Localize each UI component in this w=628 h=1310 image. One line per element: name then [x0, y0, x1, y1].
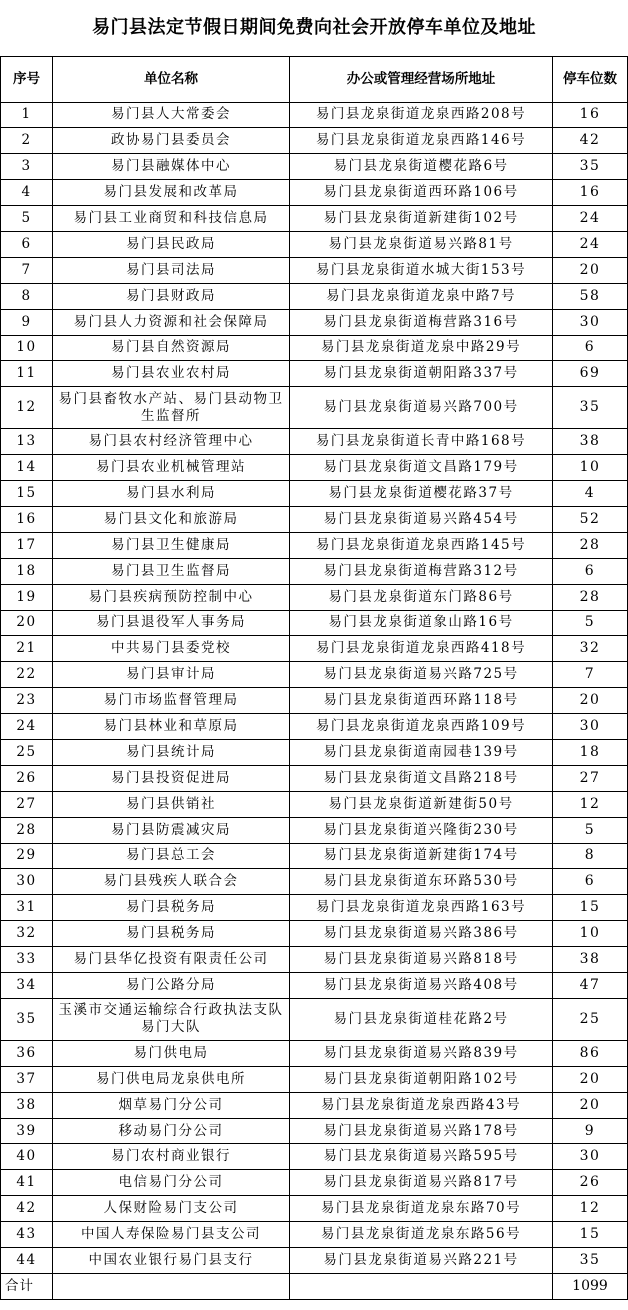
row-no: 12 — [1, 387, 53, 429]
row-no: 8 — [1, 283, 53, 309]
row-unit-name: 易门公路分局 — [53, 973, 290, 999]
row-no: 16 — [1, 506, 53, 532]
row-parking-spaces: 47 — [553, 973, 628, 999]
row-no: 15 — [1, 481, 53, 507]
row-address: 易门县龙泉街道易兴路454号 — [290, 506, 553, 532]
row-parking-spaces: 20 — [553, 1066, 628, 1092]
table-row — [1, 869, 628, 895]
row-unit-name: 易门县民政局 — [53, 231, 290, 257]
row-unit-name: 易门县自然资源局 — [53, 335, 290, 361]
row-no: 20 — [1, 610, 53, 636]
row-address: 易门县龙泉街道梅营路316号 — [290, 309, 553, 335]
table-row — [1, 947, 628, 973]
row-no: 1 — [1, 102, 53, 128]
row-address: 易门县龙泉街道易兴路818号 — [290, 947, 553, 973]
row-address: 易门县龙泉街道龙泉西路43号 — [290, 1092, 553, 1118]
table-row — [1, 387, 628, 429]
table-title: 易门县法定节假日期间免费向社会开放停车单位及地址 — [1, 0, 628, 56]
table-row — [1, 361, 628, 387]
table-row — [1, 1040, 628, 1066]
table-row — [1, 895, 628, 921]
row-address: 易门县龙泉街道西环路106号 — [290, 180, 553, 206]
row-address: 易门县龙泉街道樱花路6号 — [290, 154, 553, 180]
row-parking-spaces: 7 — [553, 662, 628, 688]
row-parking-spaces: 4 — [553, 481, 628, 507]
row-no: 41 — [1, 1170, 53, 1196]
total-label: 合计 — [1, 1273, 53, 1299]
row-parking-spaces: 35 — [553, 154, 628, 180]
row-address: 易门县龙泉街道易兴路386号 — [290, 921, 553, 947]
row-parking-spaces: 24 — [553, 206, 628, 232]
row-unit-name: 易门县农村经济管理中心 — [53, 429, 290, 455]
table-row — [1, 921, 628, 947]
row-no: 44 — [1, 1248, 53, 1274]
table-row — [1, 506, 628, 532]
row-parking-spaces: 20 — [553, 257, 628, 283]
row-parking-spaces: 42 — [553, 128, 628, 154]
header-address: 办公或管理经营场所地址 — [290, 56, 553, 102]
row-unit-name: 中共易门县委党校 — [53, 636, 290, 662]
row-no: 36 — [1, 1040, 53, 1066]
table-row — [1, 154, 628, 180]
table-row — [1, 662, 628, 688]
row-address: 易门县龙泉街道易兴路725号 — [290, 662, 553, 688]
table-row — [1, 1144, 628, 1170]
row-parking-spaces: 25 — [553, 998, 628, 1040]
row-address: 易门县龙泉街道水城大街153号 — [290, 257, 553, 283]
row-unit-name: 玉溪市交通运输综合行政执法支队易门大队 — [53, 998, 290, 1040]
row-no: 14 — [1, 455, 53, 481]
row-unit-name: 易门县华亿投资有限责任公司 — [53, 947, 290, 973]
row-no: 9 — [1, 309, 53, 335]
row-unit-name: 烟草易门分公司 — [53, 1092, 290, 1118]
row-no: 43 — [1, 1222, 53, 1248]
row-unit-name: 易门县农业机械管理站 — [53, 455, 290, 481]
row-parking-spaces: 28 — [553, 584, 628, 610]
row-no: 33 — [1, 947, 53, 973]
row-unit-name: 易门县税务局 — [53, 895, 290, 921]
row-no: 10 — [1, 335, 53, 361]
table-row — [1, 714, 628, 740]
table-row — [1, 765, 628, 791]
row-no: 40 — [1, 1144, 53, 1170]
row-unit-name: 易门供电局龙泉供电所 — [53, 1066, 290, 1092]
row-address: 易门县龙泉街道龙泉西路146号 — [290, 128, 553, 154]
row-parking-spaces: 38 — [553, 947, 628, 973]
row-address: 易门县龙泉街道龙泉中路29号 — [290, 335, 553, 361]
row-unit-name: 易门县财政局 — [53, 283, 290, 309]
row-no: 32 — [1, 921, 53, 947]
row-unit-name: 易门县审计局 — [53, 662, 290, 688]
row-unit-name: 政协易门县委员会 — [53, 128, 290, 154]
row-address: 易门县龙泉街道龙泉东路70号 — [290, 1196, 553, 1222]
row-parking-spaces: 30 — [553, 309, 628, 335]
table-row — [1, 584, 628, 610]
row-no: 3 — [1, 154, 53, 180]
row-parking-spaces: 20 — [553, 1092, 628, 1118]
table-header-row — [1, 56, 628, 102]
table-row — [1, 998, 628, 1040]
table-row — [1, 558, 628, 584]
row-no: 7 — [1, 257, 53, 283]
table-row — [1, 610, 628, 636]
row-parking-spaces: 30 — [553, 1144, 628, 1170]
row-unit-name: 易门县文化和旅游局 — [53, 506, 290, 532]
row-parking-spaces: 86 — [553, 1040, 628, 1066]
header-unit-name: 单位名称 — [53, 56, 290, 102]
row-no: 17 — [1, 532, 53, 558]
row-parking-spaces: 30 — [553, 714, 628, 740]
row-address: 易门县龙泉街道龙泉西路418号 — [290, 636, 553, 662]
row-no: 37 — [1, 1066, 53, 1092]
row-unit-name: 易门农村商业银行 — [53, 1144, 290, 1170]
row-unit-name: 易门供电局 — [53, 1040, 290, 1066]
row-no: 26 — [1, 765, 53, 791]
row-unit-name: 电信易门分公司 — [53, 1170, 290, 1196]
row-unit-name: 易门县畜牧水产站、易门县动物卫生监督所 — [53, 387, 290, 429]
table-row — [1, 206, 628, 232]
row-parking-spaces: 58 — [553, 283, 628, 309]
row-unit-name: 易门县残疾人联合会 — [53, 869, 290, 895]
row-unit-name: 易门县退役军人事务局 — [53, 610, 290, 636]
row-address: 易门县龙泉街道龙泉中路7号 — [290, 283, 553, 309]
row-unit-name: 易门市场监督管理局 — [53, 688, 290, 714]
row-address: 易门县龙泉街道易兴路81号 — [290, 231, 553, 257]
row-unit-name: 易门县供销社 — [53, 791, 290, 817]
table-row — [1, 481, 628, 507]
row-no: 19 — [1, 584, 53, 610]
total-spaces: 1099 — [553, 1273, 628, 1299]
row-parking-spaces: 10 — [553, 921, 628, 947]
row-address: 易门县龙泉街道文昌路179号 — [290, 455, 553, 481]
row-address: 易门县龙泉街道龙泉西路163号 — [290, 895, 553, 921]
row-parking-spaces: 6 — [553, 335, 628, 361]
table-row — [1, 335, 628, 361]
row-address: 易门县龙泉街道龙泉西路145号 — [290, 532, 553, 558]
row-address: 易门县龙泉街道樱花路37号 — [290, 481, 553, 507]
row-parking-spaces: 9 — [553, 1118, 628, 1144]
table-row — [1, 1248, 628, 1274]
row-parking-spaces: 6 — [553, 869, 628, 895]
row-unit-name: 移动易门分公司 — [53, 1118, 290, 1144]
row-parking-spaces: 10 — [553, 455, 628, 481]
row-unit-name: 易门县疾病预防控制中心 — [53, 584, 290, 610]
row-parking-spaces: 28 — [553, 532, 628, 558]
row-unit-name: 易门县农业农村局 — [53, 361, 290, 387]
row-parking-spaces: 35 — [553, 1248, 628, 1274]
row-no: 31 — [1, 895, 53, 921]
row-address: 易门县龙泉街道易兴路178号 — [290, 1118, 553, 1144]
row-no: 25 — [1, 739, 53, 765]
row-parking-spaces: 27 — [553, 765, 628, 791]
row-address: 易门县龙泉街道龙泉东路56号 — [290, 1222, 553, 1248]
row-address: 易门县龙泉街道易兴路839号 — [290, 1040, 553, 1066]
row-parking-spaces: 15 — [553, 1222, 628, 1248]
row-address: 易门县龙泉街道象山路16号 — [290, 610, 553, 636]
row-address: 易门县龙泉街道东门路86号 — [290, 584, 553, 610]
row-address: 易门县龙泉街道文昌路218号 — [290, 765, 553, 791]
table-row — [1, 102, 628, 128]
table-row — [1, 429, 628, 455]
row-address: 易门县龙泉街道易兴路408号 — [290, 973, 553, 999]
row-parking-spaces: 24 — [553, 231, 628, 257]
row-unit-name: 易门县发展和改革局 — [53, 180, 290, 206]
row-address: 易门县龙泉街道易兴路817号 — [290, 1170, 553, 1196]
row-unit-name: 中国人寿保险易门县支公司 — [53, 1222, 290, 1248]
row-parking-spaces: 26 — [553, 1170, 628, 1196]
table-row — [1, 739, 628, 765]
total-unit-empty — [53, 1273, 290, 1299]
row-address: 易门县龙泉街道兴隆街230号 — [290, 817, 553, 843]
row-address: 易门县龙泉街道长青中路168号 — [290, 429, 553, 455]
row-unit-name: 易门县人大常委会 — [53, 102, 290, 128]
table-row — [1, 1066, 628, 1092]
row-unit-name: 易门县税务局 — [53, 921, 290, 947]
row-parking-spaces: 18 — [553, 739, 628, 765]
row-parking-spaces: 32 — [553, 636, 628, 662]
table-row — [1, 532, 628, 558]
row-unit-name: 易门县司法局 — [53, 257, 290, 283]
row-address: 易门县龙泉街道梅营路312号 — [290, 558, 553, 584]
row-parking-spaces: 16 — [553, 102, 628, 128]
row-no: 30 — [1, 869, 53, 895]
row-parking-spaces: 6 — [553, 558, 628, 584]
row-no: 23 — [1, 688, 53, 714]
row-no: 38 — [1, 1092, 53, 1118]
row-address: 易门县龙泉街道桂花路2号 — [290, 998, 553, 1040]
table-row — [1, 843, 628, 869]
row-parking-spaces: 52 — [553, 506, 628, 532]
row-parking-spaces: 38 — [553, 429, 628, 455]
row-unit-name: 易门县融媒体中心 — [53, 154, 290, 180]
row-unit-name: 易门县工业商贸和科技信息局 — [53, 206, 290, 232]
row-no: 22 — [1, 662, 53, 688]
table-row — [1, 283, 628, 309]
row-unit-name: 易门县统计局 — [53, 739, 290, 765]
row-address: 易门县龙泉街道南园巷139号 — [290, 739, 553, 765]
total-address-empty — [290, 1273, 553, 1299]
row-address: 易门县龙泉街道朝阳路337号 — [290, 361, 553, 387]
row-no: 24 — [1, 714, 53, 740]
row-no: 34 — [1, 973, 53, 999]
row-unit-name: 易门县水利局 — [53, 481, 290, 507]
row-parking-spaces: 35 — [553, 387, 628, 429]
row-unit-name: 易门县总工会 — [53, 843, 290, 869]
row-parking-spaces: 5 — [553, 610, 628, 636]
table-row — [1, 1170, 628, 1196]
row-unit-name: 中国农业银行易门县支行 — [53, 1248, 290, 1274]
table-row — [1, 817, 628, 843]
table-row — [1, 455, 628, 481]
row-unit-name: 人保财险易门支公司 — [53, 1196, 290, 1222]
header-parking-spaces: 停车位数 — [553, 56, 628, 102]
row-address: 易门县龙泉街道东环路530号 — [290, 869, 553, 895]
total-row — [1, 1273, 628, 1299]
table-row — [1, 636, 628, 662]
row-no: 4 — [1, 180, 53, 206]
table-row — [1, 231, 628, 257]
row-parking-spaces: 12 — [553, 791, 628, 817]
table-row — [1, 688, 628, 714]
row-no: 35 — [1, 998, 53, 1040]
table-row — [1, 973, 628, 999]
row-no: 29 — [1, 843, 53, 869]
row-no: 11 — [1, 361, 53, 387]
table-row — [1, 1196, 628, 1222]
row-no: 13 — [1, 429, 53, 455]
table-row — [1, 1118, 628, 1144]
row-parking-spaces: 16 — [553, 180, 628, 206]
row-address: 易门县龙泉街道西环路118号 — [290, 688, 553, 714]
row-parking-spaces: 8 — [553, 843, 628, 869]
row-no: 39 — [1, 1118, 53, 1144]
row-address: 易门县龙泉街道易兴路700号 — [290, 387, 553, 429]
row-unit-name: 易门县防震减灾局 — [53, 817, 290, 843]
row-no: 27 — [1, 791, 53, 817]
row-no: 5 — [1, 206, 53, 232]
row-parking-spaces: 69 — [553, 361, 628, 387]
row-parking-spaces: 15 — [553, 895, 628, 921]
header-no: 序号 — [1, 56, 53, 102]
row-no: 6 — [1, 231, 53, 257]
table-row — [1, 1222, 628, 1248]
row-parking-spaces: 5 — [553, 817, 628, 843]
row-address: 易门县龙泉街道新建街50号 — [290, 791, 553, 817]
row-no: 2 — [1, 128, 53, 154]
row-unit-name: 易门县人力资源和社会保障局 — [53, 309, 290, 335]
row-parking-spaces: 20 — [553, 688, 628, 714]
row-no: 42 — [1, 1196, 53, 1222]
row-unit-name: 易门县卫生健康局 — [53, 532, 290, 558]
table-row — [1, 309, 628, 335]
table-row — [1, 791, 628, 817]
table-row — [1, 257, 628, 283]
row-unit-name: 易门县林业和草原局 — [53, 714, 290, 740]
row-address: 易门县龙泉街道新建街102号 — [290, 206, 553, 232]
row-parking-spaces: 12 — [553, 1196, 628, 1222]
row-no: 18 — [1, 558, 53, 584]
row-no: 28 — [1, 817, 53, 843]
row-address: 易门县龙泉街道龙泉西路109号 — [290, 714, 553, 740]
row-no: 21 — [1, 636, 53, 662]
row-address: 易门县龙泉街道朝阳路102号 — [290, 1066, 553, 1092]
row-unit-name: 易门县投资促进局 — [53, 765, 290, 791]
table-row — [1, 1092, 628, 1118]
row-address: 易门县龙泉街道新建街174号 — [290, 843, 553, 869]
table-row — [1, 180, 628, 206]
table-body — [1, 102, 628, 1273]
row-unit-name: 易门县卫生监督局 — [53, 558, 290, 584]
row-address: 易门县龙泉街道易兴路595号 — [290, 1144, 553, 1170]
row-address: 易门县龙泉街道易兴路221号 — [290, 1248, 553, 1274]
row-address: 易门县龙泉街道龙泉西路208号 — [290, 102, 553, 128]
table-row — [1, 128, 628, 154]
